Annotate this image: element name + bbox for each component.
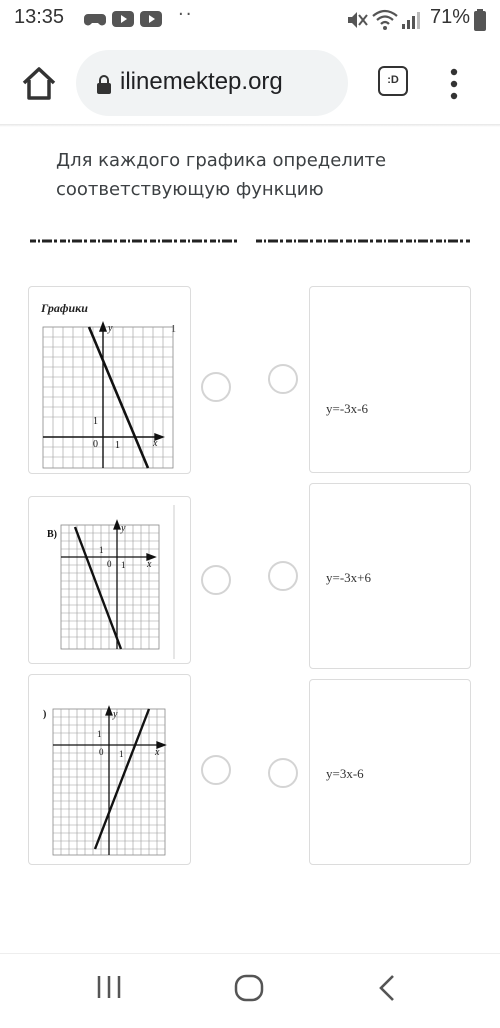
question-text: Для каждого графика определите соответствующую функцию xyxy=(56,150,387,200)
graph-card-3[interactable] xyxy=(28,674,191,865)
graph-2-y-label: y xyxy=(121,523,126,534)
signal-icon xyxy=(400,10,420,30)
toolbar-shadow xyxy=(0,124,500,127)
graph-1-x-label: x xyxy=(153,438,158,449)
graph-3-y-label: y xyxy=(113,709,118,720)
wifi-icon xyxy=(372,9,398,31)
graph-1-y-label: y xyxy=(108,323,113,334)
graph-1-image xyxy=(29,287,190,473)
graph-2-y-one: 1 xyxy=(99,545,104,555)
graph-2-line xyxy=(75,527,121,649)
home-nav-button[interactable] xyxy=(234,974,264,1002)
graph-3-y-one: 1 xyxy=(97,729,102,739)
graph-1-side-mark: 1 xyxy=(171,324,176,335)
mute-icon xyxy=(346,10,368,30)
battery-level: 71% xyxy=(429,6,470,28)
graph-card-2[interactable] xyxy=(28,496,191,664)
recent-apps-button[interactable] xyxy=(96,974,122,1000)
graph-2-grid xyxy=(61,525,159,649)
graph-1-radio[interactable] xyxy=(201,372,231,402)
graph-3-x-label: x xyxy=(155,747,160,758)
browser-toolbar xyxy=(0,44,500,124)
answer-2-radio[interactable] xyxy=(268,561,298,591)
graph-card-1[interactable] xyxy=(28,286,191,474)
answer-2-formula: y=-3x+6 xyxy=(326,570,371,585)
status-bar xyxy=(0,0,500,40)
answer-1-formula: y=-3x-6 xyxy=(326,401,368,416)
graph-3-radio[interactable] xyxy=(201,755,231,785)
graph-1-y-one: 1 xyxy=(93,416,98,427)
answer-card-3[interactable] xyxy=(309,679,471,865)
graph-2-x-one: 1 xyxy=(121,560,126,570)
home-button[interactable] xyxy=(18,62,60,104)
tab-switcher-button[interactable]: :D xyxy=(378,66,408,96)
answer-card-2[interactable] xyxy=(309,483,471,669)
graph-3-x-one: 1 xyxy=(119,749,124,759)
url-text: ilinemektep.org xyxy=(120,68,283,95)
back-button[interactable] xyxy=(378,974,396,1002)
graph-1-title: Графики xyxy=(41,301,88,315)
answer-card-1[interactable] xyxy=(309,286,471,473)
answer-3-formula: y=3x-6 xyxy=(326,766,364,781)
more-notifications-icon: ·· xyxy=(178,4,194,25)
system-nav-bar xyxy=(0,953,500,1028)
graph-1-axes xyxy=(43,323,163,468)
more-menu-icon[interactable] xyxy=(446,66,462,102)
dashed-divider-right xyxy=(256,236,470,246)
youtube-icon xyxy=(140,10,162,28)
graph-2-image xyxy=(29,497,190,663)
graph-3-image xyxy=(29,675,190,864)
graph-3-origin: 0 xyxy=(99,747,104,757)
answer-1-radio[interactable] xyxy=(268,364,298,394)
youtube-icon xyxy=(112,10,134,28)
dashed-divider-left xyxy=(30,236,238,246)
lock-icon xyxy=(96,74,112,94)
graph-2-x-label: x xyxy=(147,559,152,570)
game-controller-icon xyxy=(84,10,106,28)
graph-2-radio[interactable] xyxy=(201,565,231,595)
graph-1-origin: 0 xyxy=(93,439,98,450)
status-time: 13:35 xyxy=(14,6,65,28)
graph-1-x-one: 1 xyxy=(115,440,120,451)
graph-2-origin: 0 xyxy=(107,559,112,569)
graph-3-letter: ) xyxy=(43,709,47,720)
graph-2-letter: В) xyxy=(47,529,57,540)
answer-3-radio[interactable] xyxy=(268,758,298,788)
battery-icon xyxy=(474,9,486,31)
url-bar[interactable] xyxy=(76,50,348,116)
